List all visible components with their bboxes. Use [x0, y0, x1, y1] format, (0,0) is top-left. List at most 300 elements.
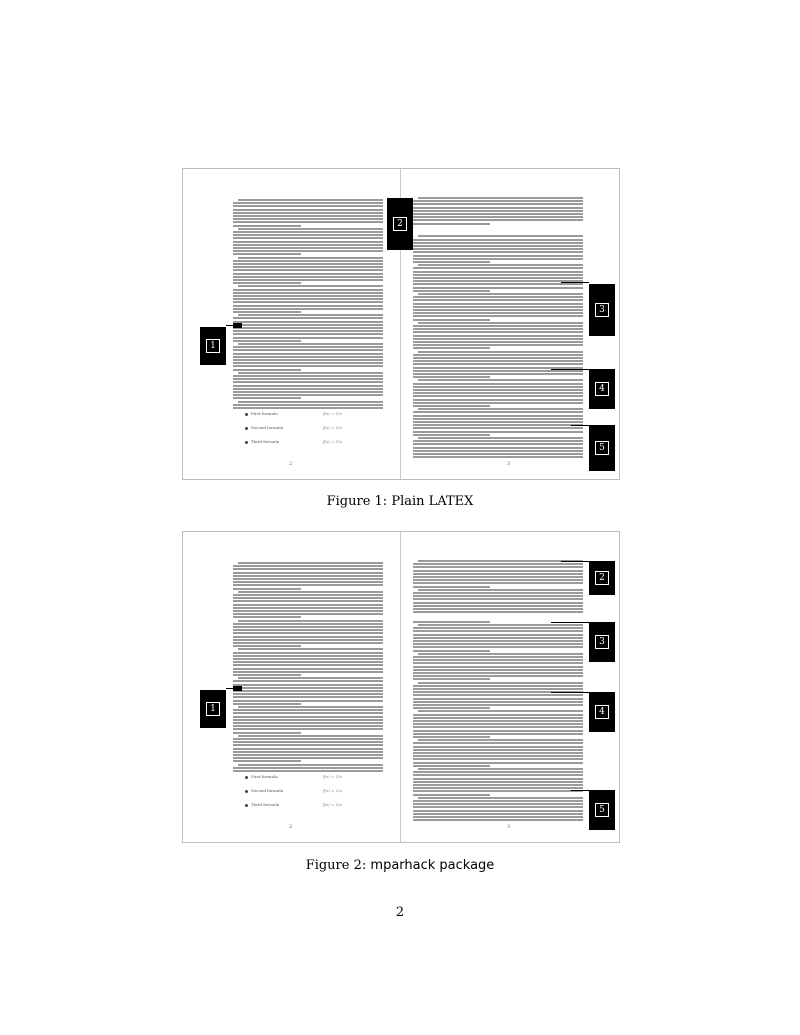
text-line — [413, 707, 490, 709]
text-line — [413, 306, 583, 308]
text-line — [413, 704, 583, 706]
text-line — [413, 582, 583, 584]
text-line — [238, 648, 383, 650]
text-line — [233, 658, 383, 660]
text-line — [413, 781, 583, 783]
text-line — [233, 728, 383, 730]
margin-note-leader — [561, 561, 589, 562]
text-line — [413, 685, 583, 687]
text-line — [233, 346, 383, 348]
text-line — [233, 221, 383, 223]
text-line — [233, 317, 383, 319]
text-line — [233, 661, 383, 663]
margin-note-5: 5 — [589, 790, 615, 830]
text-line — [413, 643, 583, 645]
text-line — [233, 741, 383, 743]
figure-1-spread — [182, 168, 620, 480]
text-line — [413, 688, 583, 690]
text-line — [233, 362, 383, 364]
text-line — [233, 584, 383, 586]
text-line — [233, 642, 383, 644]
text-line — [233, 327, 383, 329]
text-line — [413, 595, 583, 597]
text-line — [238, 228, 383, 230]
text-line — [233, 234, 383, 236]
figure-2-left-page — [183, 532, 401, 842]
text-line — [413, 771, 583, 773]
text-line — [413, 421, 583, 423]
text-line — [233, 770, 383, 772]
text-line — [413, 570, 583, 572]
text-line — [413, 816, 583, 818]
text-line — [233, 626, 383, 628]
text-line — [233, 340, 301, 342]
text-line — [233, 655, 383, 657]
list-item: Third formula — [245, 802, 279, 807]
text-line — [418, 437, 583, 439]
figure-2-caption: Figure 2: mparhack package — [305, 858, 495, 873]
text-line — [413, 341, 583, 343]
text-line — [413, 733, 583, 735]
text-line — [413, 418, 583, 420]
body-text-block — [233, 199, 383, 409]
page-number: 3 — [507, 824, 511, 830]
text-line — [413, 765, 490, 767]
text-line — [233, 321, 383, 323]
text-line — [238, 562, 383, 564]
list-item: Third formula — [245, 439, 279, 444]
text-line — [418, 710, 583, 712]
text-line — [233, 385, 383, 387]
text-line — [413, 762, 583, 764]
text-line — [413, 755, 583, 757]
text-line — [413, 611, 583, 613]
text-line — [413, 315, 583, 317]
text-line — [233, 324, 383, 326]
page-number: 3 — [507, 461, 511, 467]
margin-note-5: 5 — [589, 425, 615, 471]
text-line — [233, 607, 383, 609]
text-line — [413, 669, 583, 671]
text-line — [413, 656, 583, 658]
text-line — [418, 264, 583, 266]
text-line — [233, 253, 301, 255]
text-line — [413, 573, 583, 575]
margin-note-leader — [551, 369, 589, 370]
text-line — [413, 261, 490, 263]
list-item: First formula — [245, 774, 278, 779]
text-line — [233, 722, 383, 724]
text-line — [413, 277, 583, 279]
text-line — [233, 693, 383, 695]
text-line — [233, 375, 383, 377]
text-line — [233, 629, 383, 631]
text-line — [233, 639, 383, 641]
text-line — [413, 675, 583, 677]
text-line — [233, 757, 383, 759]
text-line — [233, 311, 301, 313]
text-line — [413, 787, 583, 789]
text-line — [233, 369, 301, 371]
text-line — [238, 764, 383, 766]
text-line — [418, 768, 583, 770]
note-anchor — [233, 323, 242, 328]
text-line — [413, 312, 583, 314]
text-line — [233, 231, 383, 233]
text-line — [233, 356, 383, 358]
text-line — [413, 389, 583, 391]
text-line — [233, 613, 383, 615]
formula: f(x) = 1/x — [323, 788, 342, 793]
text-line — [413, 338, 583, 340]
formula: f(x) = 1/x — [323, 439, 342, 444]
text-line — [413, 714, 583, 716]
text-line — [413, 819, 583, 821]
margin-note-2: 2 — [387, 198, 413, 250]
text-line — [418, 739, 583, 741]
text-line — [413, 319, 490, 321]
body-text-block — [413, 560, 583, 822]
text-line — [233, 289, 383, 291]
text-line — [413, 248, 583, 250]
formula: f(x) = 1/x — [323, 425, 342, 430]
text-line — [233, 568, 383, 570]
text-line — [233, 205, 383, 207]
margin-note-leader — [551, 692, 589, 693]
text-line — [413, 774, 583, 776]
text-line — [413, 283, 583, 285]
text-line — [233, 709, 383, 711]
text-line — [413, 402, 583, 404]
text-line — [233, 378, 383, 380]
text-line — [238, 735, 383, 737]
text-line — [238, 257, 383, 259]
text-line — [413, 239, 583, 241]
text-line — [413, 219, 583, 221]
margin-note-3: 3 — [589, 284, 615, 336]
text-line — [418, 624, 583, 626]
text-line — [233, 397, 301, 399]
text-line — [233, 600, 383, 602]
text-line — [413, 271, 583, 273]
text-line — [233, 754, 383, 756]
text-line — [413, 813, 583, 815]
text-line — [233, 696, 383, 698]
text-line — [233, 209, 383, 211]
text-line — [413, 640, 583, 642]
text-line — [233, 225, 301, 227]
text-line — [233, 751, 383, 753]
text-line — [413, 223, 490, 225]
text-line — [233, 215, 383, 217]
text-line — [413, 726, 583, 728]
text-line — [238, 706, 383, 708]
text-line — [233, 260, 383, 262]
text-line — [413, 630, 583, 632]
text-line — [413, 392, 583, 394]
text-line — [233, 273, 383, 275]
text-line — [413, 213, 583, 215]
text-line — [233, 359, 383, 361]
text-line — [418, 235, 583, 237]
text-line — [413, 698, 583, 700]
text-line — [233, 597, 383, 599]
text-line — [233, 748, 383, 750]
text-line — [233, 330, 383, 332]
text-line — [413, 440, 583, 442]
text-line — [413, 443, 583, 445]
text-line — [238, 677, 383, 679]
text-line — [413, 563, 583, 565]
text-line — [413, 627, 583, 629]
text-line — [413, 602, 583, 604]
text-line — [413, 605, 583, 607]
text-line — [233, 333, 383, 335]
text-line — [413, 383, 583, 385]
text-line — [233, 732, 301, 734]
text-line — [413, 752, 583, 754]
text-line — [413, 363, 583, 365]
text-line — [413, 399, 583, 401]
text-line — [233, 767, 383, 769]
margin-note-2: 2 — [589, 561, 615, 595]
text-line — [233, 247, 383, 249]
margin-note-4: 4 — [589, 692, 615, 732]
text-line — [413, 431, 583, 433]
text-line — [233, 712, 383, 714]
text-line — [413, 800, 583, 802]
text-line — [233, 700, 383, 702]
text-line — [413, 200, 583, 202]
body-text-block — [233, 562, 383, 772]
text-line — [413, 790, 583, 792]
formula: f(x) = 1/x — [323, 774, 342, 779]
text-line — [413, 210, 583, 212]
text-line — [233, 202, 383, 204]
text-line — [233, 244, 383, 246]
text-line — [233, 266, 383, 268]
text-line — [413, 778, 583, 780]
figure-2-spread — [182, 531, 620, 843]
text-line — [413, 299, 583, 301]
text-line — [233, 295, 383, 297]
text-line — [233, 365, 383, 367]
text-line — [233, 703, 301, 705]
text-line — [413, 376, 490, 378]
text-line — [413, 803, 583, 805]
text-line — [413, 758, 583, 760]
text-line — [233, 623, 383, 625]
text-line — [413, 694, 583, 696]
text-line — [413, 634, 583, 636]
text-line — [413, 255, 583, 257]
text-line — [233, 212, 383, 214]
text-line — [413, 586, 490, 588]
text-line — [413, 415, 583, 417]
text-line — [413, 742, 583, 744]
margin-note-leader — [571, 790, 589, 791]
margin-note-leader — [571, 425, 589, 426]
text-line — [233, 241, 383, 243]
text-line — [233, 407, 383, 409]
text-line — [233, 594, 383, 596]
text-line — [233, 744, 383, 746]
text-line — [413, 637, 583, 639]
text-line — [233, 738, 383, 740]
formula: f(x) = 1/x — [323, 802, 342, 807]
text-line — [413, 207, 583, 209]
text-line — [238, 285, 383, 287]
text-line — [413, 242, 583, 244]
text-line — [233, 671, 383, 673]
text-line — [233, 588, 301, 590]
figure-1-right-page — [397, 169, 619, 479]
text-line — [413, 245, 583, 247]
figure-1-caption: Figure 1: Plain LATEX — [326, 494, 474, 509]
margin-note-3: 3 — [589, 622, 615, 662]
text-line — [233, 632, 383, 634]
text-line — [418, 797, 583, 799]
text-line — [413, 447, 583, 449]
text-line — [413, 701, 583, 703]
text-line — [413, 411, 583, 413]
text-line — [233, 716, 383, 718]
margin-note-leader — [551, 622, 589, 623]
text-line — [418, 589, 583, 591]
text-line — [413, 794, 490, 796]
text-line — [418, 322, 583, 324]
text-line — [418, 653, 583, 655]
text-line — [233, 349, 383, 351]
text-line — [413, 216, 583, 218]
text-line — [413, 806, 583, 808]
text-line — [413, 251, 583, 253]
text-line — [413, 203, 583, 205]
text-line — [233, 337, 383, 339]
text-line — [413, 723, 583, 725]
text-line — [233, 610, 383, 612]
text-line — [233, 668, 383, 670]
text-line — [233, 305, 383, 307]
text-line — [413, 386, 583, 388]
text-line — [413, 424, 583, 426]
text-line — [413, 347, 490, 349]
figure-1-left-page — [183, 169, 401, 479]
text-line — [233, 388, 383, 390]
text-line — [233, 353, 383, 355]
text-line — [233, 292, 383, 294]
text-line — [418, 293, 583, 295]
text-line — [413, 746, 583, 748]
text-line — [233, 218, 383, 220]
text-line — [233, 391, 383, 393]
text-line — [233, 298, 383, 300]
text-line — [413, 354, 583, 356]
text-line — [233, 572, 383, 574]
text-line — [233, 581, 383, 583]
text-line — [233, 565, 383, 567]
text-line — [413, 325, 583, 327]
text-line — [233, 279, 383, 281]
text-line — [413, 717, 583, 719]
text-line — [413, 267, 583, 269]
text-line — [233, 308, 383, 310]
text-line — [413, 274, 583, 276]
list-item: Second formula — [245, 788, 283, 793]
text-line — [233, 250, 383, 252]
text-line — [413, 608, 583, 610]
figure-2-right-page — [401, 532, 619, 842]
text-line — [413, 749, 583, 751]
page-number: 2 — [289, 461, 293, 467]
text-line — [233, 604, 383, 606]
text-line — [238, 372, 383, 374]
list-item: First formula — [245, 411, 278, 416]
text-line — [233, 674, 301, 676]
page-number: 2 — [289, 824, 293, 830]
body-text-block — [413, 197, 583, 459]
text-line — [418, 379, 583, 381]
text-line — [413, 450, 583, 452]
text-line — [413, 309, 583, 311]
text-line — [233, 664, 383, 666]
text-line — [233, 237, 383, 239]
text-line — [418, 408, 583, 410]
text-line — [413, 784, 583, 786]
text-line — [233, 760, 301, 762]
text-line — [413, 427, 583, 429]
text-line — [233, 719, 383, 721]
text-line — [413, 357, 583, 359]
text-line — [233, 680, 383, 682]
text-line — [233, 578, 383, 580]
margin-note-leader — [561, 282, 589, 283]
text-line — [413, 672, 583, 674]
text-line — [233, 616, 301, 618]
text-line — [413, 303, 583, 305]
text-line — [413, 592, 583, 594]
text-line — [413, 579, 583, 581]
text-line — [233, 725, 383, 727]
page-number: 2 — [395, 905, 405, 920]
text-line — [413, 720, 583, 722]
text-line — [233, 381, 383, 383]
text-line — [413, 287, 583, 289]
text-line — [238, 314, 383, 316]
text-line — [238, 343, 383, 345]
text-line — [238, 620, 383, 622]
text-line — [413, 453, 583, 455]
text-line — [413, 331, 583, 333]
text-line — [418, 197, 583, 199]
text-line — [413, 280, 583, 282]
text-line — [238, 199, 383, 201]
text-line — [238, 591, 383, 593]
text-line — [418, 560, 583, 562]
text-line — [233, 687, 383, 689]
note-anchor — [233, 686, 242, 691]
text-line — [413, 373, 583, 375]
text-line — [418, 682, 583, 684]
text-line — [413, 434, 490, 436]
text-line — [413, 810, 583, 812]
text-line — [413, 290, 490, 292]
text-line — [413, 666, 583, 668]
text-line — [413, 576, 583, 578]
text-line — [413, 370, 583, 372]
text-line — [233, 652, 383, 654]
text-line — [238, 401, 383, 403]
